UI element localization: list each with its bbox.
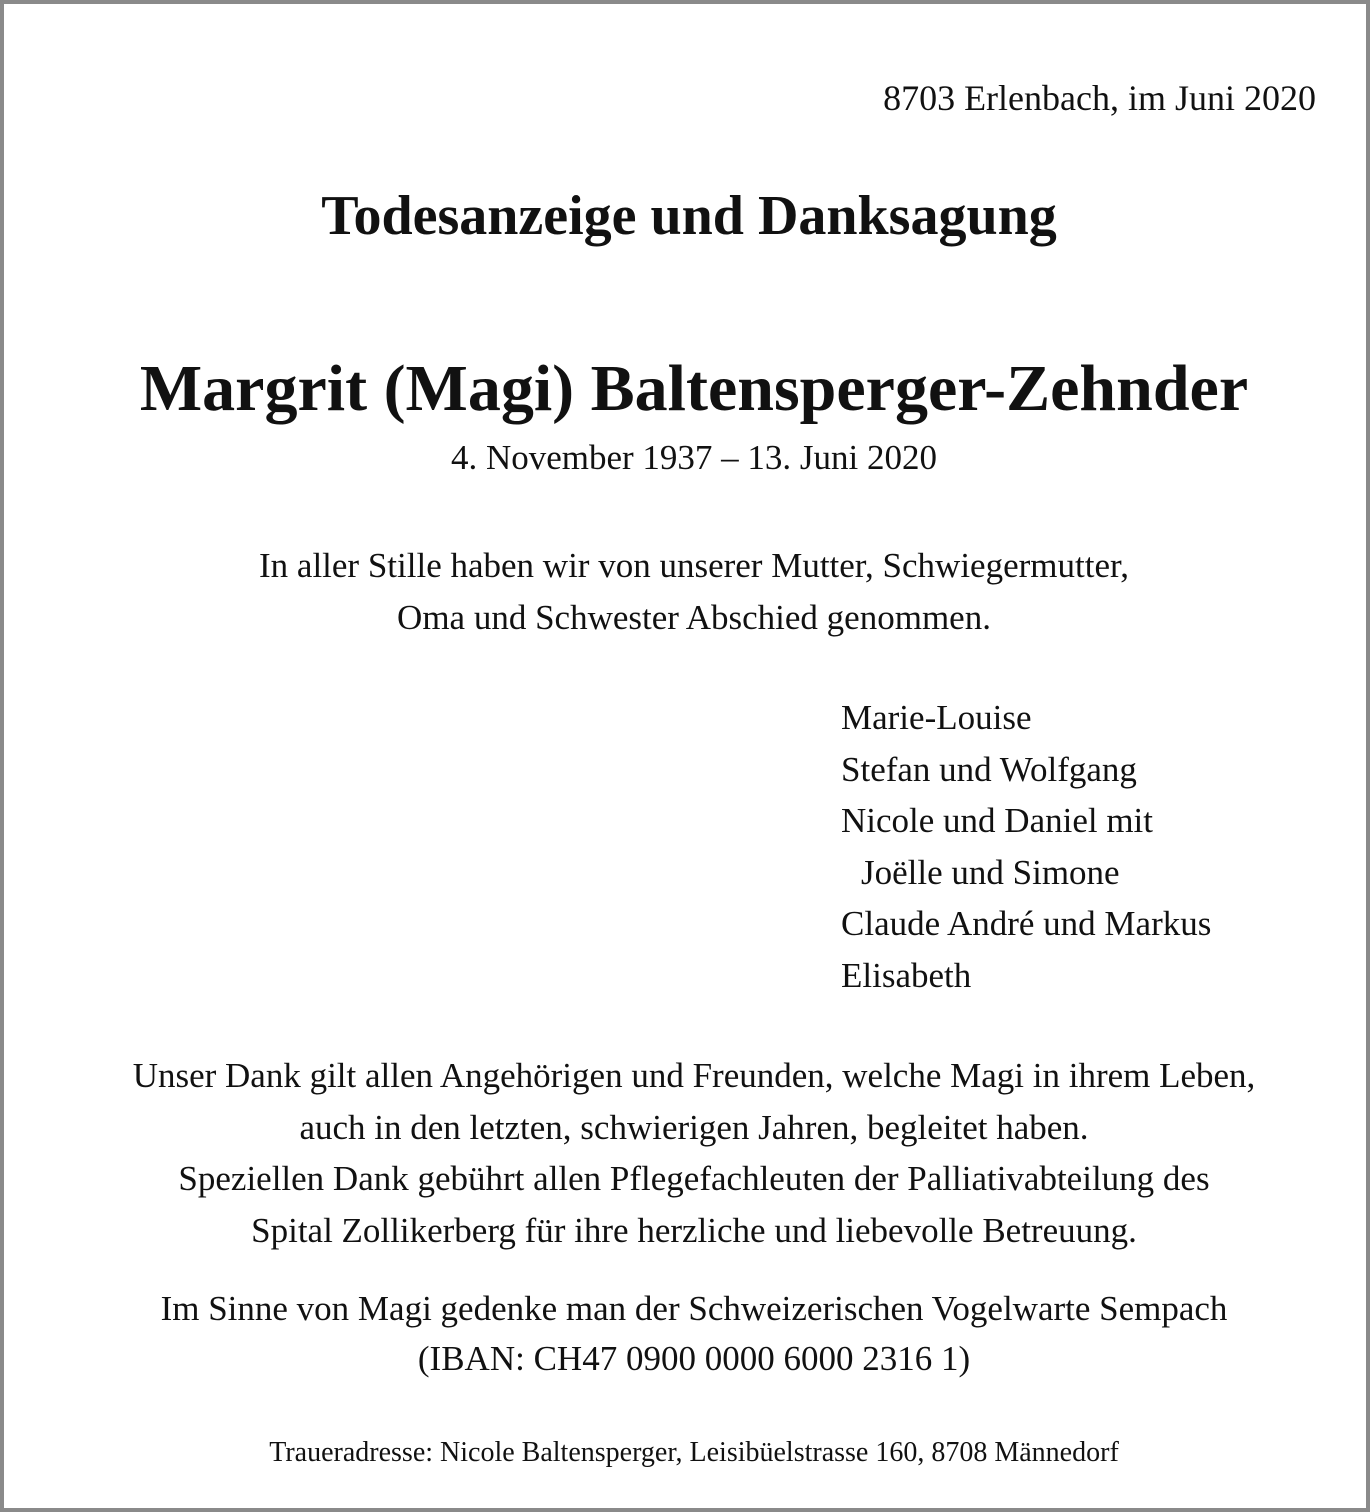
intro-line: In aller Stille haben wir von unserer Mutter, Schwiegermutter,	[259, 546, 1129, 585]
thanks-text	[4, 1050, 1370, 1256]
place-date: 8703 Erlenbach, im Juni 2020	[883, 78, 1316, 118]
intro-text	[4, 540, 1370, 644]
life-dates: 4. November 1937 – 13. Juni 2020	[450, 438, 938, 477]
donation-line: Im Sinne von Magi gedenke man der Schweizerischen Vogelwarte Sempach	[160, 1289, 1228, 1328]
donation-text	[4, 1284, 1370, 1384]
iban-line: (IBAN: CH47 0900 0000 6000 2316 1)	[417, 1339, 971, 1378]
thanks-line: Unser Dank gilt allen Angehörigen und Freunden, welche Magi in ihrem Leben,	[132, 1056, 1256, 1095]
intro-line: Oma und Schwester Abschied genommen.	[397, 598, 991, 637]
family-member: Stefan und Wolfgang	[841, 749, 1137, 789]
mourning-address: Traueradresse: Nicole Baltensperger, Leisibüelstrasse 160, 8708 Männedorf	[269, 1437, 1119, 1468]
family-member: Nicole und Daniel mit	[841, 801, 1154, 840]
family-member: Claude André und Markus	[841, 904, 1212, 943]
thanks-line: Speziellen Dank gebührt allen Pflegefachleuten der Palliativabteilung des	[178, 1159, 1210, 1198]
family-member: Marie-Louise	[841, 698, 1032, 737]
thanks-line: auch in den letzten, schwierigen Jahren, begleitet haben.	[299, 1107, 1089, 1147]
family-list	[841, 692, 1211, 1001]
notice-heading: Todesanzeige und Danksagung	[321, 185, 1057, 247]
thanks-line: Spital Zollikerberg für ihre herzliche und liebevolle Betreuung.	[251, 1210, 1137, 1250]
family-member: Elisabeth	[841, 955, 972, 995]
deceased-name: Margrit (Magi) Baltensperger-Zehnder	[139, 352, 1249, 425]
family-member: Joëlle und Simone	[861, 852, 1120, 892]
